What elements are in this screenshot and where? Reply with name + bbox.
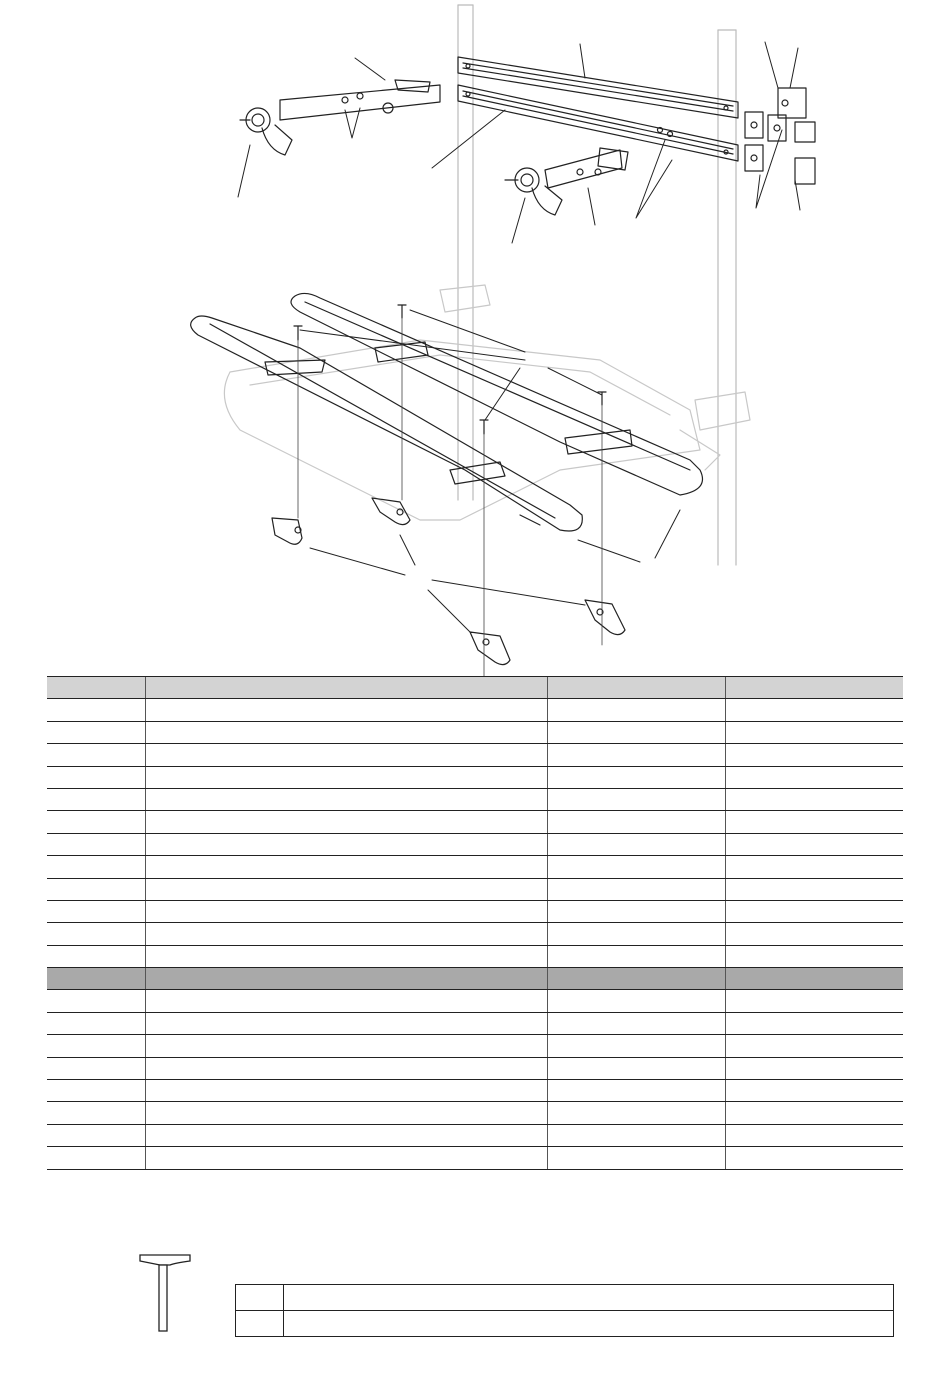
table-cell <box>547 744 725 766</box>
table-row <box>47 1147 903 1169</box>
table-cell <box>725 677 903 699</box>
table-row <box>47 1035 903 1057</box>
table-cell <box>547 1147 725 1169</box>
table-cell <box>47 878 145 900</box>
table-cell <box>725 788 903 810</box>
table-cell <box>145 1124 547 1146</box>
table-cell <box>145 878 547 900</box>
table-cell <box>725 990 903 1012</box>
table-cell <box>47 856 145 878</box>
table-cell <box>236 1311 284 1337</box>
table-row <box>47 833 903 855</box>
table-cell <box>547 1102 725 1124</box>
table-cell <box>145 1147 547 1169</box>
table-cell <box>47 699 145 721</box>
table-row <box>236 1285 894 1311</box>
table-cell <box>236 1285 284 1311</box>
table-cell <box>47 721 145 743</box>
table-cell <box>145 788 547 810</box>
table-cell <box>547 923 725 945</box>
table-row <box>236 1311 894 1337</box>
table-cell <box>547 1080 725 1102</box>
table-row <box>47 968 903 990</box>
table-cell <box>725 766 903 788</box>
table-cell <box>547 677 725 699</box>
table-cell <box>547 1012 725 1034</box>
table-cell <box>725 1147 903 1169</box>
parts-table <box>47 676 903 1170</box>
tool-table-body <box>236 1285 894 1337</box>
table-row <box>47 744 903 766</box>
table-cell <box>725 968 903 990</box>
table-cell <box>145 833 547 855</box>
table-cell <box>145 766 547 788</box>
table-cell <box>145 900 547 922</box>
saddle-clips <box>272 498 625 665</box>
table-cell <box>47 1012 145 1034</box>
table-cell <box>547 1035 725 1057</box>
table-row <box>47 1080 903 1102</box>
table-cell <box>145 968 547 990</box>
table-row <box>47 811 903 833</box>
table-cell <box>284 1285 894 1311</box>
table-cell <box>547 945 725 967</box>
table-cell <box>725 721 903 743</box>
table-cell <box>725 1057 903 1079</box>
table-cell <box>725 699 903 721</box>
table-cell <box>145 945 547 967</box>
table-cell <box>145 990 547 1012</box>
hammer-icon <box>135 1245 195 1335</box>
table-cell <box>47 923 145 945</box>
table-cell <box>145 1102 547 1124</box>
table-cell <box>725 1124 903 1146</box>
table-cell <box>725 833 903 855</box>
table-row <box>47 900 903 922</box>
table-cell <box>547 1057 725 1079</box>
table-cell <box>47 766 145 788</box>
table-cell <box>547 721 725 743</box>
table-row <box>47 923 903 945</box>
table-cell <box>725 923 903 945</box>
table-row <box>47 788 903 810</box>
table-cell <box>547 856 725 878</box>
table-row <box>47 856 903 878</box>
table-cell <box>47 744 145 766</box>
table-cell <box>47 1147 145 1169</box>
table-cell <box>725 811 903 833</box>
table-cell <box>47 968 145 990</box>
wheel-tray-right <box>291 293 703 495</box>
left-clamp-arm <box>240 80 440 155</box>
table-cell <box>145 1012 547 1034</box>
assembly-diagram <box>0 0 950 680</box>
background-frame <box>224 285 750 520</box>
table-cell <box>47 1035 145 1057</box>
table-cell <box>47 677 145 699</box>
table-cell <box>725 1012 903 1034</box>
table-cell <box>547 1124 725 1146</box>
table-cell <box>47 900 145 922</box>
table-row <box>47 677 903 699</box>
table-row <box>47 1102 903 1124</box>
table-cell <box>725 878 903 900</box>
table-cell <box>547 766 725 788</box>
table-cell <box>47 945 145 967</box>
table-cell <box>47 788 145 810</box>
table-row <box>47 990 903 1012</box>
table-cell <box>547 699 725 721</box>
upper-rail <box>458 57 738 118</box>
table-cell <box>725 900 903 922</box>
table-cell <box>145 1080 547 1102</box>
table-cell <box>47 1102 145 1124</box>
table-cell <box>47 1080 145 1102</box>
table-cell <box>547 878 725 900</box>
table-cell <box>145 1035 547 1057</box>
table-row <box>47 721 903 743</box>
leader-lines <box>238 42 800 632</box>
table-cell <box>547 833 725 855</box>
table-row <box>47 1057 903 1079</box>
table-cell <box>145 699 547 721</box>
table-cell <box>547 811 725 833</box>
table-cell <box>725 856 903 878</box>
table-cell <box>547 990 725 1012</box>
table-row <box>47 1124 903 1146</box>
table-cell <box>47 1057 145 1079</box>
table-cell <box>145 856 547 878</box>
table-cell <box>547 900 725 922</box>
table-cell <box>47 990 145 1012</box>
table-cell <box>725 1102 903 1124</box>
table-cell <box>145 677 547 699</box>
table-cell <box>725 1080 903 1102</box>
table-row <box>47 1012 903 1034</box>
table-cell <box>284 1311 894 1337</box>
lower-rail <box>458 85 738 161</box>
table-cell <box>547 788 725 810</box>
table-cell <box>145 923 547 945</box>
table-row <box>47 878 903 900</box>
table-cell <box>547 968 725 990</box>
table-cell <box>145 744 547 766</box>
table-cell <box>47 1124 145 1146</box>
table-row <box>47 945 903 967</box>
table-cell <box>145 721 547 743</box>
table-row <box>47 699 903 721</box>
table-cell <box>725 744 903 766</box>
table-row <box>47 766 903 788</box>
table-cell <box>145 811 547 833</box>
parts-table-body <box>47 677 903 1170</box>
tool-table <box>235 1284 894 1337</box>
table-cell <box>47 833 145 855</box>
table-cell <box>145 1057 547 1079</box>
table-cell <box>47 811 145 833</box>
table-cell <box>725 1035 903 1057</box>
table-cell <box>725 945 903 967</box>
